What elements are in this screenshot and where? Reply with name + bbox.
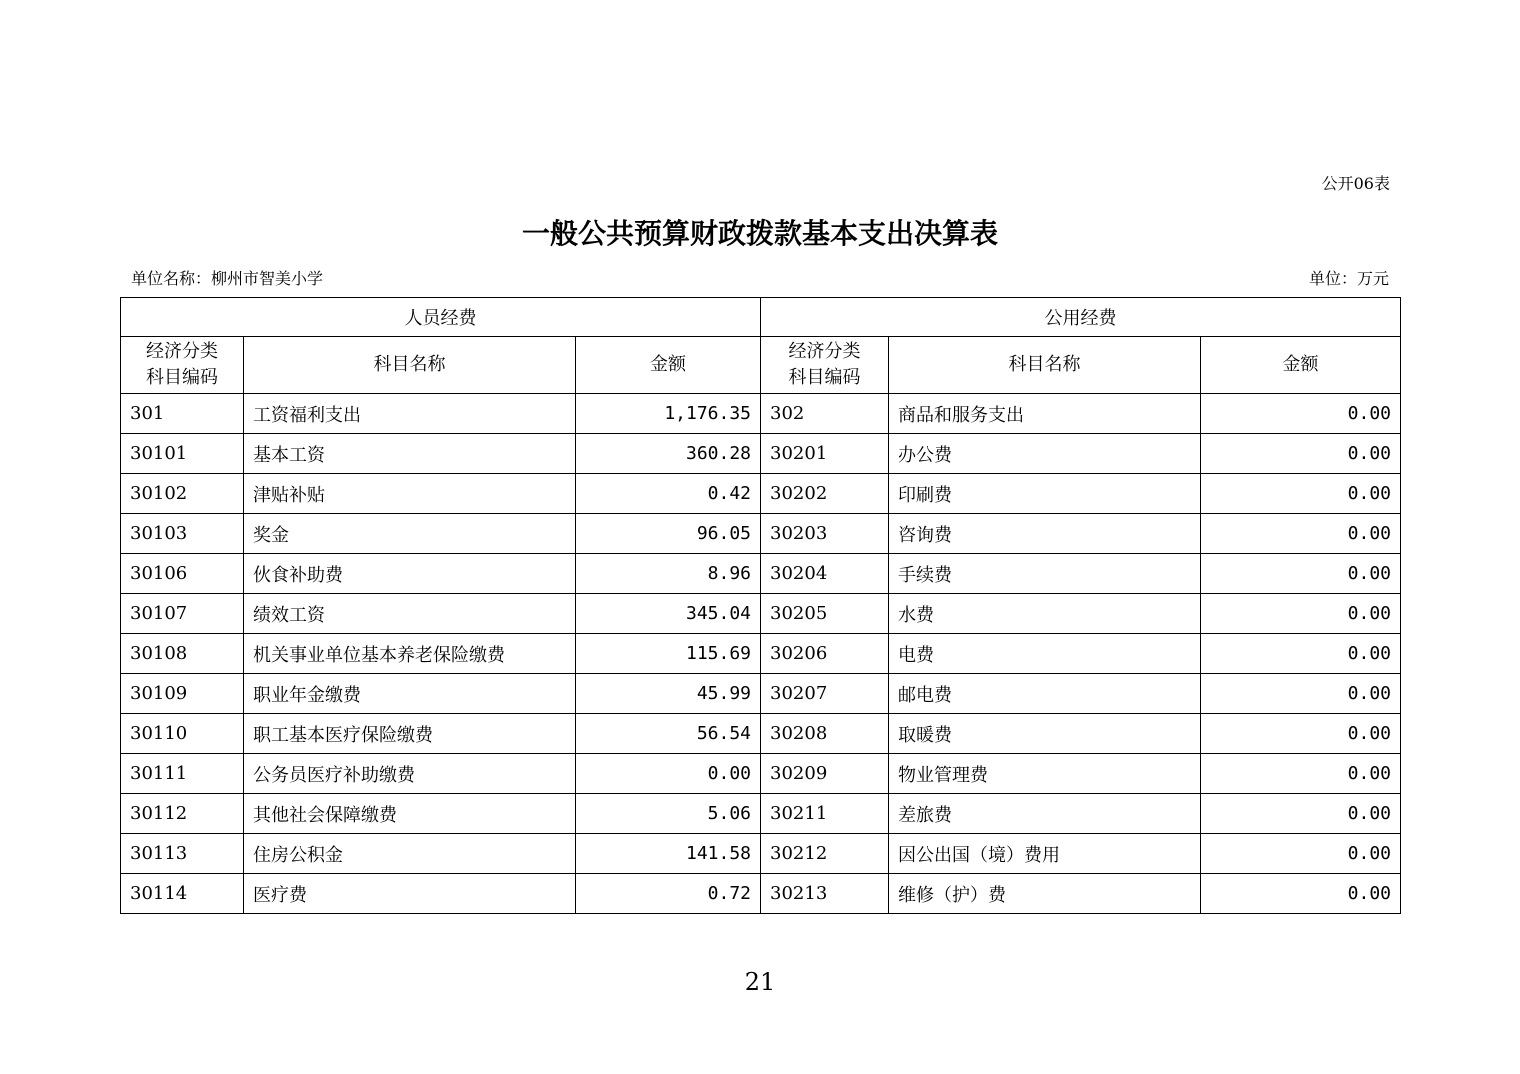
personnel-code-cell: 30106 <box>121 554 244 594</box>
public-code-cell: 30206 <box>761 634 889 674</box>
personnel-amount-cell: 1,176.35 <box>576 394 761 434</box>
section-header-row <box>121 298 1401 337</box>
personnel-code-cell: 30108 <box>121 634 244 674</box>
personnel-code-cell: 30114 <box>121 874 244 914</box>
personnel-amount-cell: 96.05 <box>576 514 761 554</box>
public-code-cell: 30213 <box>761 874 889 914</box>
public-amount-cell: 0.00 <box>1201 394 1401 434</box>
personnel-name-cell: 奖金 <box>244 514 576 554</box>
personnel-amount-cell: 141.58 <box>576 834 761 874</box>
column-header-row <box>121 337 1401 394</box>
public-code-cell: 30211 <box>761 794 889 834</box>
table-row <box>121 834 1401 874</box>
public-code-cell: 30201 <box>761 434 889 474</box>
public-name-cell: 取暖费 <box>889 714 1201 754</box>
personnel-code-cell: 30101 <box>121 434 244 474</box>
public-code-header <box>761 337 889 394</box>
personnel-code-cell: 30110 <box>121 714 244 754</box>
public-amount-cell: 0.00 <box>1201 554 1401 594</box>
personnel-amount-cell: 115.69 <box>576 634 761 674</box>
public-amount-cell: 0.00 <box>1201 634 1401 674</box>
personnel-amount-cell: 0.00 <box>576 754 761 794</box>
personnel-amount-cell: 0.72 <box>576 874 761 914</box>
public-amount-cell: 0.00 <box>1201 714 1401 754</box>
public-code-cell: 30202 <box>761 474 889 514</box>
section-personnel-header: 人员经费 <box>121 298 761 337</box>
public-amount-cell: 0.00 <box>1201 434 1401 474</box>
personnel-amount-cell: 56.54 <box>576 714 761 754</box>
personnel-code-cell: 30111 <box>121 754 244 794</box>
personnel-code-header <box>121 337 244 394</box>
personnel-amount-cell: 45.99 <box>576 674 761 714</box>
table-row <box>121 794 1401 834</box>
personnel-amount-cell: 0.42 <box>576 474 761 514</box>
table-row <box>121 714 1401 754</box>
public-name-cell: 物业管理费 <box>889 754 1201 794</box>
public-name-cell: 咨询费 <box>889 514 1201 554</box>
public-code-cell: 302 <box>761 394 889 434</box>
table-row <box>121 394 1401 434</box>
personnel-name-cell: 其他社会保障缴费 <box>244 794 576 834</box>
expenditure-table <box>120 297 1401 914</box>
public-code-cell: 30204 <box>761 554 889 594</box>
public-name-cell: 水费 <box>889 594 1201 634</box>
public-name-cell: 因公出国（境）费用 <box>889 834 1201 874</box>
table-row <box>121 634 1401 674</box>
table-row <box>121 474 1401 514</box>
personnel-code-cell: 30107 <box>121 594 244 634</box>
personnel-amount-cell: 5.06 <box>576 794 761 834</box>
public-amount-header: 金额 <box>1201 337 1401 394</box>
table-row <box>121 514 1401 554</box>
public-name-cell: 印刷费 <box>889 474 1201 514</box>
personnel-code-cell: 30103 <box>121 514 244 554</box>
personnel-amount-cell: 360.28 <box>576 434 761 474</box>
public-name-cell: 维修（护）费 <box>889 874 1201 914</box>
public-amount-cell: 0.00 <box>1201 754 1401 794</box>
personnel-amount-cell: 8.96 <box>576 554 761 594</box>
section-public-header: 公用经费 <box>761 298 1401 337</box>
public-amount-cell: 0.00 <box>1201 674 1401 714</box>
personnel-name-cell: 职工基本医疗保险缴费 <box>244 714 576 754</box>
public-amount-cell: 0.00 <box>1201 594 1401 634</box>
public-code-cell: 30205 <box>761 594 889 634</box>
table-row <box>121 594 1401 634</box>
code-header-line2: 科目编码 <box>788 367 861 388</box>
personnel-code-cell: 30113 <box>121 834 244 874</box>
public-name-cell: 电费 <box>889 634 1201 674</box>
personnel-name-cell: 住房公积金 <box>244 834 576 874</box>
public-code-cell: 30203 <box>761 514 889 554</box>
table-row <box>121 434 1401 474</box>
page-title: 一般公共预算财政拨款基本支出决算表 <box>521 217 998 250</box>
public-code-cell: 30209 <box>761 754 889 794</box>
personnel-name-cell: 公务员医疗补助缴费 <box>244 754 576 794</box>
personnel-name-cell: 工资福利支出 <box>244 394 576 434</box>
page-number: 21 <box>744 968 776 996</box>
personnel-name-cell: 机关事业单位基本养老保险缴费 <box>244 634 576 674</box>
public-name-cell: 邮电费 <box>889 674 1201 714</box>
public-amount-cell: 0.00 <box>1201 794 1401 834</box>
personnel-code-cell: 30102 <box>121 474 244 514</box>
personnel-code-cell: 30109 <box>121 674 244 714</box>
table-row <box>121 554 1401 594</box>
currency-unit-label: 单位：万元 <box>1308 269 1389 288</box>
personnel-name-cell: 绩效工资 <box>244 594 576 634</box>
public-name-cell: 商品和服务支出 <box>889 394 1201 434</box>
public-code-cell: 30212 <box>761 834 889 874</box>
public-code-cell: 30207 <box>761 674 889 714</box>
personnel-name-cell: 伙食补助费 <box>244 554 576 594</box>
personnel-code-cell: 30112 <box>121 794 244 834</box>
table-row <box>121 674 1401 714</box>
personnel-name-cell: 津贴补贴 <box>244 474 576 514</box>
public-amount-cell: 0.00 <box>1201 834 1401 874</box>
personnel-name-header: 科目名称 <box>244 337 576 394</box>
public-amount-cell: 0.00 <box>1201 874 1401 914</box>
unit-name-label: 单位名称：柳州市智美小学 <box>131 269 324 288</box>
code-header-line2: 科目编码 <box>146 367 218 388</box>
personnel-name-cell: 职业年金缴费 <box>244 674 576 714</box>
code-header-line1: 经济分类 <box>788 341 861 362</box>
public-name-header: 科目名称 <box>889 337 1201 394</box>
form-number: 公开06表 <box>1321 174 1390 193</box>
public-amount-cell: 0.00 <box>1201 514 1401 554</box>
personnel-amount-cell: 345.04 <box>576 594 761 634</box>
public-name-cell: 手续费 <box>889 554 1201 594</box>
personnel-name-cell: 医疗费 <box>244 874 576 914</box>
personnel-name-cell: 基本工资 <box>244 434 576 474</box>
public-name-cell: 办公费 <box>889 434 1201 474</box>
personnel-amount-header: 金额 <box>576 337 761 394</box>
personnel-code-cell: 301 <box>121 394 244 434</box>
code-header-line1: 经济分类 <box>146 341 218 362</box>
public-name-cell: 差旅费 <box>889 794 1201 834</box>
table-row <box>121 754 1401 794</box>
public-code-cell: 30208 <box>761 714 889 754</box>
public-amount-cell: 0.00 <box>1201 474 1401 514</box>
table-row <box>121 874 1401 914</box>
